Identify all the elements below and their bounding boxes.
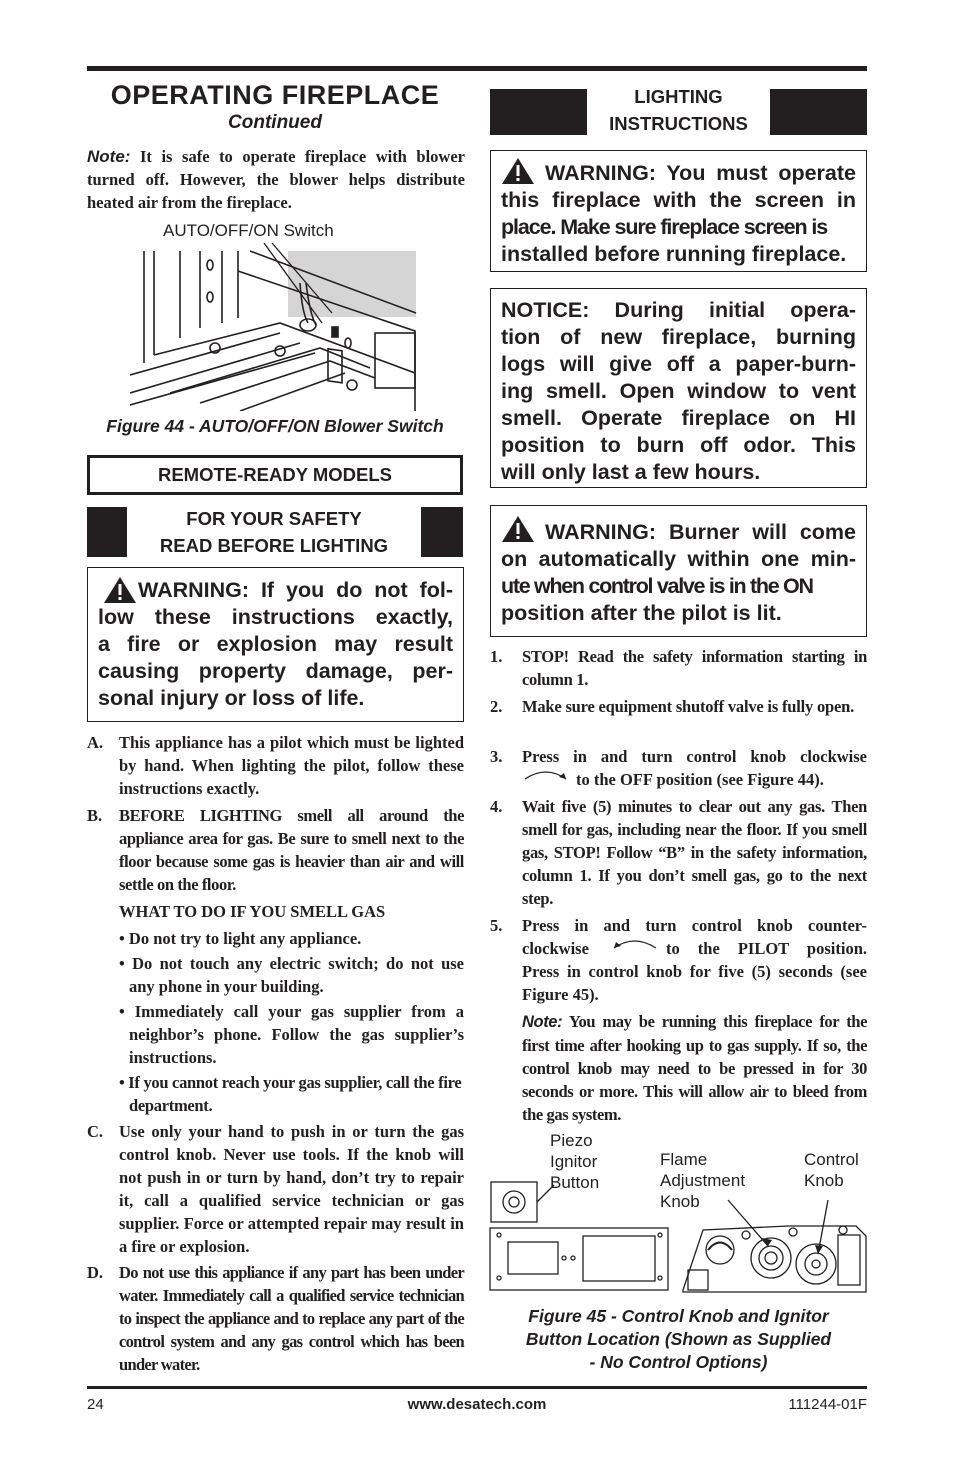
control-knob-label: Control Knob xyxy=(804,1150,859,1190)
warning2-line2: this fireplace with the screen in xyxy=(501,188,856,212)
warning2-line4: installed before running fireplace. xyxy=(501,242,847,266)
lighting-heading-block-left xyxy=(490,89,587,135)
safety-heading-block-left xyxy=(87,507,127,557)
page-number: 24 xyxy=(87,1396,104,1413)
figure44-label: AUTO/OFF/ON Switch xyxy=(163,221,334,240)
top-rule xyxy=(87,66,867,71)
notice-line7: will only last a few hours. xyxy=(501,460,761,484)
document-number: 111244-01F xyxy=(788,1396,867,1413)
bottom-rule xyxy=(87,1386,867,1389)
warning3-line3: ute when control valve is in the ON xyxy=(501,574,813,598)
lighting-heading xyxy=(587,83,770,137)
bullet-1: • Do not try to light any appliance. xyxy=(119,929,362,948)
note-text: You may be running this fireplace for the first time after hooking up to gas supply. If so, the control knob may need to be pressed in for 30 seconds or more. This will allow air to bleed from the gas system. xyxy=(522,1012,867,1124)
lighting-heading-block-right xyxy=(770,89,867,135)
note-label: Note: xyxy=(522,1013,563,1031)
bullet-4: • If you cannot reach your gas supplier, call the fire department. xyxy=(119,1073,462,1115)
remote-ready-heading: REMOTE-READY MODELS xyxy=(87,455,463,495)
notice-line5: smell. Operate fireplace on HI xyxy=(501,406,856,430)
notice-line1: NOTICE: During initial opera- xyxy=(501,298,856,322)
warning3-line4: position after the pilot is lit. xyxy=(501,601,782,625)
warning1-line5: sonal injury or loss of life. xyxy=(98,686,365,710)
warning3-line2: on automatically within one min- xyxy=(501,547,856,571)
warning-burner-auto xyxy=(490,505,867,637)
notice-burning-smell xyxy=(490,288,867,488)
notice-line2: tion of new fireplace, burning xyxy=(501,325,856,349)
blower-switch-illustration xyxy=(130,243,422,411)
bullet-3: • Immediately call your gas supplier from a neighbor’s phone. Follow the gas supplier’s instructions. xyxy=(119,1002,464,1067)
lighting-heading-line1: LIGHTING xyxy=(634,86,723,107)
page-subtitle: Continued xyxy=(228,112,322,133)
warning2-line1: WARNING: You must operate xyxy=(545,161,856,185)
figure44-caption: Figure 44 - AUTO/OFF/ON Blower Switch xyxy=(106,416,444,436)
warning-fire-explosion xyxy=(87,567,464,722)
safety-heading-block-right xyxy=(421,507,463,557)
warning-triangle-icon xyxy=(501,515,535,543)
warning2-line3: place. Make sure fireplace screen is xyxy=(501,215,828,239)
warning1-line3: a fire or explosion may result xyxy=(98,632,453,656)
warning-screen-in-place xyxy=(490,150,867,272)
bullet-2: • Do not touch any electric switch; do not use any phone in your building. xyxy=(119,954,464,996)
page-title: OPERATING FIREPLACE xyxy=(110,80,440,110)
warning1-line1: WARNING: If you do not fol- xyxy=(138,578,453,602)
lighting-note xyxy=(522,1010,867,1126)
note-text: It is safe to operate fireplace with blower turned off. However, the blower helps distribute heated air from the fireplace. xyxy=(87,147,465,212)
website-link[interactable]: www.desatech.com xyxy=(407,1396,547,1413)
blower-note xyxy=(87,145,465,214)
flame-knob-label: Flame Adjustment Knob xyxy=(660,1150,746,1211)
counterclockwise-arrow-icon xyxy=(608,936,660,954)
warning3-line1: WARNING: Burner will come xyxy=(545,520,856,544)
smell-gas-heading: WHAT TO DO IF YOU SMELL GAS xyxy=(119,902,386,921)
clockwise-arrow-icon xyxy=(522,767,572,785)
warning-triangle-icon xyxy=(103,576,137,604)
safety-heading-line2: READ BEFORE LIGHTING xyxy=(159,535,389,556)
safety-heading xyxy=(127,505,421,559)
lighting-heading-line2: INSTRUCTIONS xyxy=(609,113,748,134)
notice-line4: ing smell. Open window to vent xyxy=(501,379,856,403)
notice-line3: logs will give off a paper-burn- xyxy=(501,352,856,376)
notice-line6: position to burn off odor. This xyxy=(501,433,856,457)
safety-heading-line1: FOR YOUR SAFETY xyxy=(186,508,362,529)
warning-triangle-icon xyxy=(501,157,535,185)
warning1-line2: low these instructions exactly, xyxy=(98,605,453,629)
note-label: Note: xyxy=(87,147,131,166)
warning1-line4: causing property damage, per- xyxy=(98,659,453,683)
figure45-caption: Figure 45 - Control Knob and Ignitor Button Location (Shown as Supplied - No Control Options) xyxy=(525,1306,832,1372)
control-valve-illustration xyxy=(488,1180,868,1298)
piezo-label: Piezo Ignitor Button xyxy=(550,1131,600,1192)
